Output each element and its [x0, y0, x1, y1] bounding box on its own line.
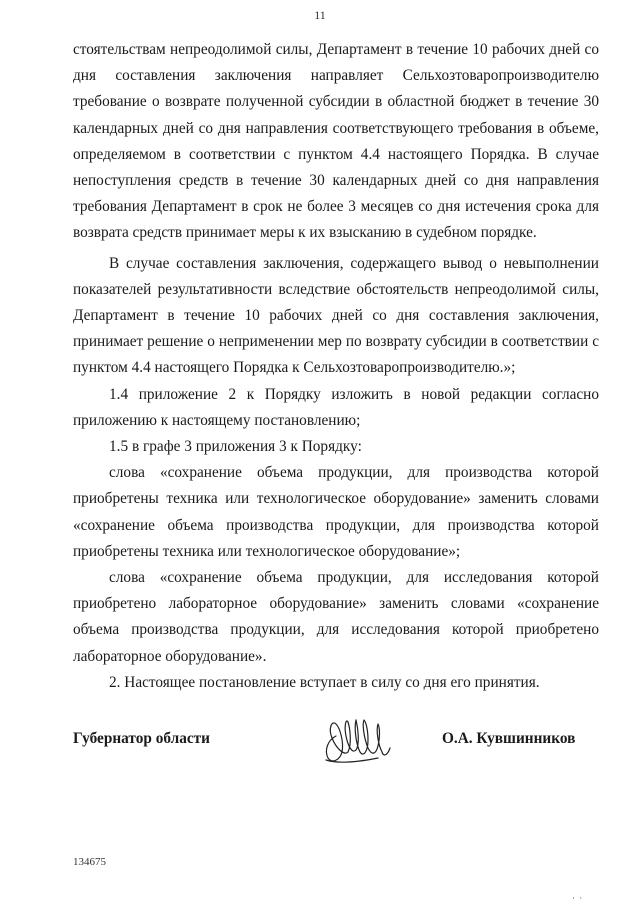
paragraph-item-1-5: 1.5 в графе 3 приложения 3 к Порядку:: [109, 438, 362, 456]
document-number: 134675: [73, 856, 106, 868]
signatory-position: Губернатор области: [73, 730, 210, 747]
page-number: 11: [314, 8, 326, 22]
paragraph-force-majeure: В случае составления заключения, содержащего вывод о невыполнении показателей результативности вследствие обстоятельств непреодолимой силы, Департамент в течение 10 рабочих дней со дня составления заключения, принимает решение о неприменении мер по возврату субсидии в соответствии с пунктом 4.4 настоящего Порядка к Сельхозтоваропроизводителю.»;: [73, 254, 599, 377]
paragraph-words-replacement-1: слова «сохранение объема продукции, для производства которой приобретены техника или технологическое оборудование» заменить словами «сохранение объема производства продукции, для производства которой приобретены техника или технологическое оборудование»;: [73, 464, 599, 560]
paragraph-words-replacement-2: слова «сохранение объема продукции, для исследования которой приобретено лабораторное оборудование» заменить словами «сохранение объема производства продукции, для исследования которой приобретено лабораторное оборудование».: [73, 569, 599, 665]
paragraph-item-2: 2. Настоящее постановление вступает в силу со дня его принятия.: [109, 673, 540, 691]
handwritten-signature: [318, 714, 394, 766]
signatory-name: О.А. Кувшинников: [442, 730, 576, 747]
paragraph-continuation: стоятельствам непреодолимой силы, Департамент в течение 10 рабочих дней со дня составления заключения направляет Сельхозтоваропроизводителю требование о возврате полученной субсидии в областной бюджет в течение 30 календарных дней со дня направления соответствующего требования в объеме, определяемом в соответствии с пунктом 4.4 настоящего Порядка. В случае непоступления средств в течение 30 календарных дней со дня направления требования Департамент в срок не более 3 месяцев со дня истечения срока для возврата средств принимает меры к их взысканию в судебном порядке.: [73, 41, 599, 242]
document-body: [73, 37, 599, 696]
corner-mark: · ·: [572, 893, 584, 903]
paragraph-item-1-4: 1.4 приложение 2 к Порядку изложить в новой редакции согласно приложению к настоящему постановлению;: [73, 385, 599, 429]
